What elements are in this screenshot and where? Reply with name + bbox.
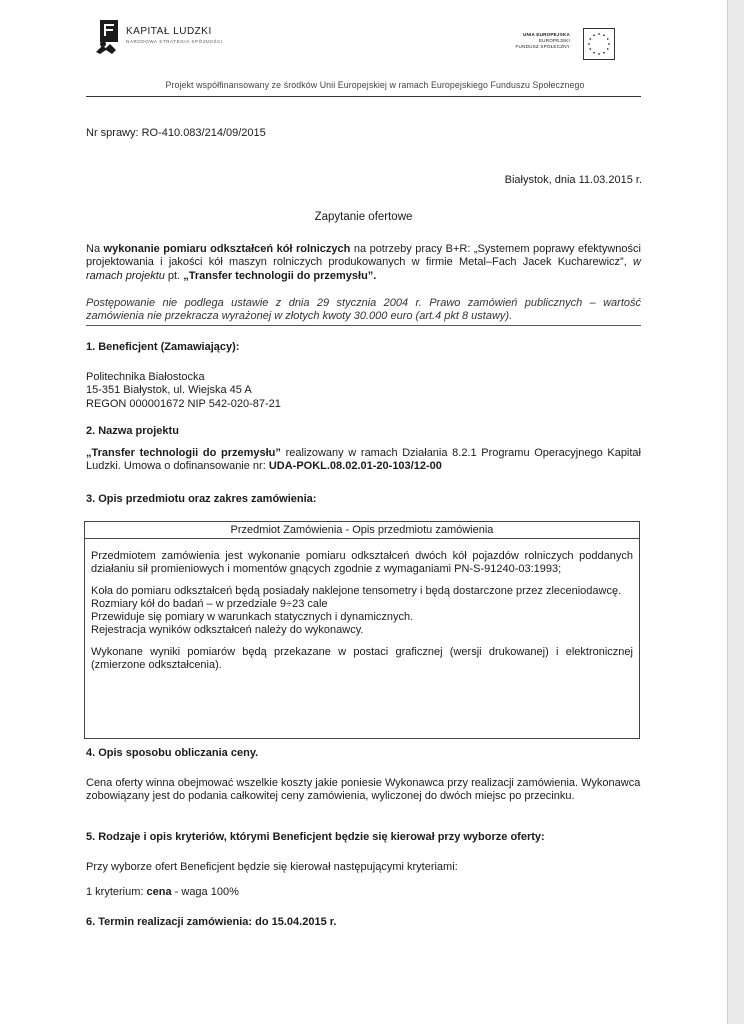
eu-flag-icon <box>583 28 615 60</box>
eu-logo-text <box>478 32 570 50</box>
eu-line-fund1: EUROPEJSKI <box>538 38 570 43</box>
place-date: Białystok, dnia 11.03.2015 r. <box>504 174 642 186</box>
section-4-heading: 4. Opis sposobu obliczania ceny. <box>86 747 259 759</box>
section-5-heading: 5. Rodzaje i opis kryteriów, którymi Beneficjent będzie się kierował przy wyborze oferty: <box>86 831 545 843</box>
box-paragraph-6: Wykonane wyniki pomiarów będą przekazane w postaci graficznej (wersji drukowanej) i elektronicznej (zmierzone odkształcenia). <box>91 645 633 672</box>
intro-text-a: Na <box>86 243 104 255</box>
document-title: Zapytanie ofertowe <box>314 211 413 223</box>
legal-note: Postępowanie nie podlega ustawie z dnia 29 stycznia 2004 r. Prawo zamówień publicznych – wartość zamówienia nie przekracza wyrażonej w złotych kwoty 30.000 euro (art.4 pkt 8 ustawy). <box>86 297 641 323</box>
box-paragraph-4: Przewiduje się pomiary w warunkach statycznych i dynamicznych. <box>91 611 414 624</box>
section-3-heading: 3. Opis przedmiotu oraz zakres zamówienia: <box>86 493 317 505</box>
section-1-heading: 1. Beneficjent (Zamawiający): <box>86 341 240 353</box>
project-description <box>86 447 641 474</box>
box-paragraph-1: Przedmiotem zamówienia jest wykonanie pomiaru odkształceń dwóch kół pojazdów rolniczych poddanych działaniu sił promieniowych i momentów gnących zgodnie z wymaganiami PN-S-91240-03:1993; <box>91 550 633 576</box>
criteria-name: cena <box>146 886 172 898</box>
intro-subject: wykonanie pomiaru odkształceń kół rolniczych <box>103 243 351 255</box>
section-6-heading: 6. Termin realizacji zamówienia: do 15.04.2015 r. <box>86 916 337 928</box>
logo-kl-title: KAPITAŁ LUDZKI <box>126 26 212 37</box>
intro-paragraph <box>86 243 641 283</box>
intro-text-c: na potrzeby pracy B+R: „Systemem poprawy efektywności projektowania i jakości kół maszyn rolniczych produkowanych w firmie Metal–Fach Jacek Kucharewicz”, <box>86 243 641 269</box>
eu-line-fund2: FUNDUSZ SPOŁECZNY <box>515 44 570 49</box>
kapital-ludzki-emblem-icon <box>94 20 122 54</box>
beneficiary-address <box>86 371 486 411</box>
project-program-text: realizowany w ramach Działania 8.2.1 Programu Operacyjnego Kapitał Ludzki. Umowa o dofinansowanie nr: <box>86 447 641 473</box>
criteria-label: 1 kryterium: <box>86 886 147 898</box>
cofinancing-statement: Projekt współfinansowany ze środków Unii Europejskiej w ramach Europejskiego Funduszu Społecznego <box>165 80 585 90</box>
intro-project-name: „Transfer technologii do przemysłu”. <box>183 269 377 282</box>
header-divider <box>86 96 641 97</box>
beneficiary-name: Politechnika Białostocka <box>86 371 205 383</box>
intro-text-e: pt. <box>164 269 184 282</box>
price-calculation-text: Cena oferty winna obejmować wszelkie koszty jakie poniesie Wykonawca przy realizacji zamówienia. Wykonawca zobowiązany jest do podania całkowitej ceny zamówienia, wyliczonej do dwóch miejsc po przecinku. <box>86 777 641 803</box>
box-paragraph-2: Koła do pomiaru odkształceń będą posiadały naklejone tensometry i będą dostarczone przez zleceniodawcę. <box>91 584 622 597</box>
criteria-line <box>86 886 641 899</box>
order-subject-box-header: Przedmiot Zamówienia - Opis przedmiotu zamówienia <box>85 522 639 539</box>
order-subject-box-body <box>91 550 633 680</box>
box-paragraph-3: Rozmiary kół do badań – w przedziale 9÷23 cale <box>91 597 328 610</box>
legal-note-underline <box>86 325 641 326</box>
section-2-heading: 2. Nazwa projektu <box>86 425 179 437</box>
scan-edge <box>728 0 744 1024</box>
project-name: „Transfer technologii do przemysłu” <box>86 447 281 459</box>
intro-text-d: w ramach projektu <box>86 256 641 282</box>
eu-line-union: UNIA EUROPEJSKA <box>523 32 570 37</box>
logo-kl-subtitle: NARODOWA STRATEGIA SPÓJNOŚCI <box>126 39 223 44</box>
beneficiary-street: 15-351 Białystok, ul. Wiejska 45 A <box>86 384 252 397</box>
box-paragraph-5: Rejestracja wyników odkształceń należy do wykonawcy. <box>91 624 364 637</box>
order-subject-box <box>84 521 640 739</box>
criteria-weight: - waga 100% <box>171 886 239 898</box>
beneficiary-ids: REGON 000001672 NIP 542-020-87-21 <box>86 397 281 410</box>
agreement-number: UDA-POKL.08.02.01-20-103/12-00 <box>268 460 442 473</box>
criteria-intro: Przy wyborze ofert Beneficjent będzie się kierował następującymi kryteriami: <box>86 861 458 873</box>
case-number: Nr sprawy: RO-410.083/214/09/2015 <box>86 127 266 139</box>
